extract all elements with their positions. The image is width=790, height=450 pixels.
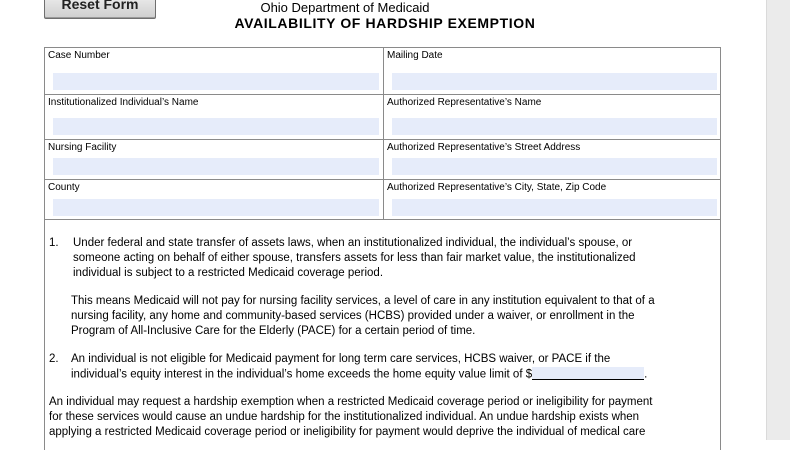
mailing-date-cell: [384, 48, 721, 94]
county-label: County: [48, 182, 80, 193]
item-1-line: individual is subject to a restricted Medicaid coverage period.: [73, 267, 384, 279]
rep-city-input[interactable]: [392, 199, 717, 216]
case-info-table: [44, 47, 721, 220]
mailing-date-label: Mailing Date: [387, 50, 443, 61]
item-2-line: [71, 367, 647, 383]
rep-street-label: Authorized Representative’s Street Address: [387, 142, 581, 153]
department-name: Ohio Department of Medicaid: [260, 0, 430, 15]
rep-city-label: Authorized Representative’s City, State, Zip Code: [387, 182, 607, 193]
individual-name-label: Institutionalized Individual’s Name: [48, 97, 199, 108]
rep-street-cell: [384, 140, 721, 179]
rep-street-input[interactable]: [392, 158, 717, 175]
nursing-facility-label: Nursing Facility: [48, 142, 117, 153]
item-2-line: An individual is not eligible for Medicaid payment for long term care services, HCBS waiver, or PACE if the: [71, 353, 611, 365]
rep-city-cell: [384, 180, 721, 220]
rep-name-label: Authorized Representative’s Name: [387, 97, 542, 108]
home-equity-limit-input[interactable]: [532, 367, 644, 380]
individual-name-cell: [45, 95, 384, 139]
form-body: [44, 220, 721, 450]
closing-line: for these services would cause an undue hardship for the institutionalized individual. An undue hardship exists when: [49, 411, 640, 423]
rep-name-input[interactable]: [392, 118, 717, 135]
rep-name-cell: [384, 95, 721, 139]
item-1-note-line: nursing facility, any home and community-based services (HCBS) provided under a waiver, or enrollment in the: [71, 310, 635, 322]
item-1-number: 1.: [49, 237, 59, 249]
individual-name-input[interactable]: [53, 118, 379, 135]
table-row: [45, 95, 720, 140]
case-number-label: Case Number: [48, 50, 110, 61]
case-number-input[interactable]: [53, 73, 379, 90]
nursing-facility-cell: [45, 140, 384, 179]
item-1-note-line: Program of All-Inclusive Care for the Elderly (PACE) for a certain period of time.: [71, 325, 476, 337]
closing-line: applying a restricted Medicaid coverage period or ineligibility for payment would deprive the individual of medical care: [49, 426, 646, 438]
reset-form-button[interactable]: Reset Form: [44, 0, 156, 19]
item-2-line-suffix: .: [644, 368, 648, 381]
item-2-number: 2.: [49, 353, 59, 365]
case-number-cell: [45, 48, 384, 94]
item-2-line-prefix: individual’s equity interest in the individual’s home exceeds the home equity value limit of $: [71, 368, 533, 381]
table-row: [45, 180, 720, 220]
table-row: [45, 140, 720, 180]
county-input[interactable]: [53, 199, 379, 216]
item-1-note-line: This means Medicaid will not pay for nursing facility services, a level of care in any institution equivalent to that of a: [71, 295, 655, 307]
item-1-line: Under federal and state transfer of assets laws, when an institutionalized individual, the individual’s spouse, or: [73, 237, 633, 249]
mailing-date-input[interactable]: [392, 73, 717, 90]
side-panel: [766, 0, 790, 440]
closing-line: An individual may request a hardship exemption when a restricted Medicaid coverage period or ineligibility for payment: [49, 396, 653, 408]
item-1-line: someone acting on behalf of either spouse, transfers assets for less than fair market value, the institutionalized: [73, 252, 636, 264]
nursing-facility-input[interactable]: [53, 158, 379, 175]
county-cell: [45, 180, 384, 220]
form-title: AVAILABILITY OF HARDSHIP EXEMPTION: [234, 15, 536, 31]
table-row: [45, 48, 720, 95]
